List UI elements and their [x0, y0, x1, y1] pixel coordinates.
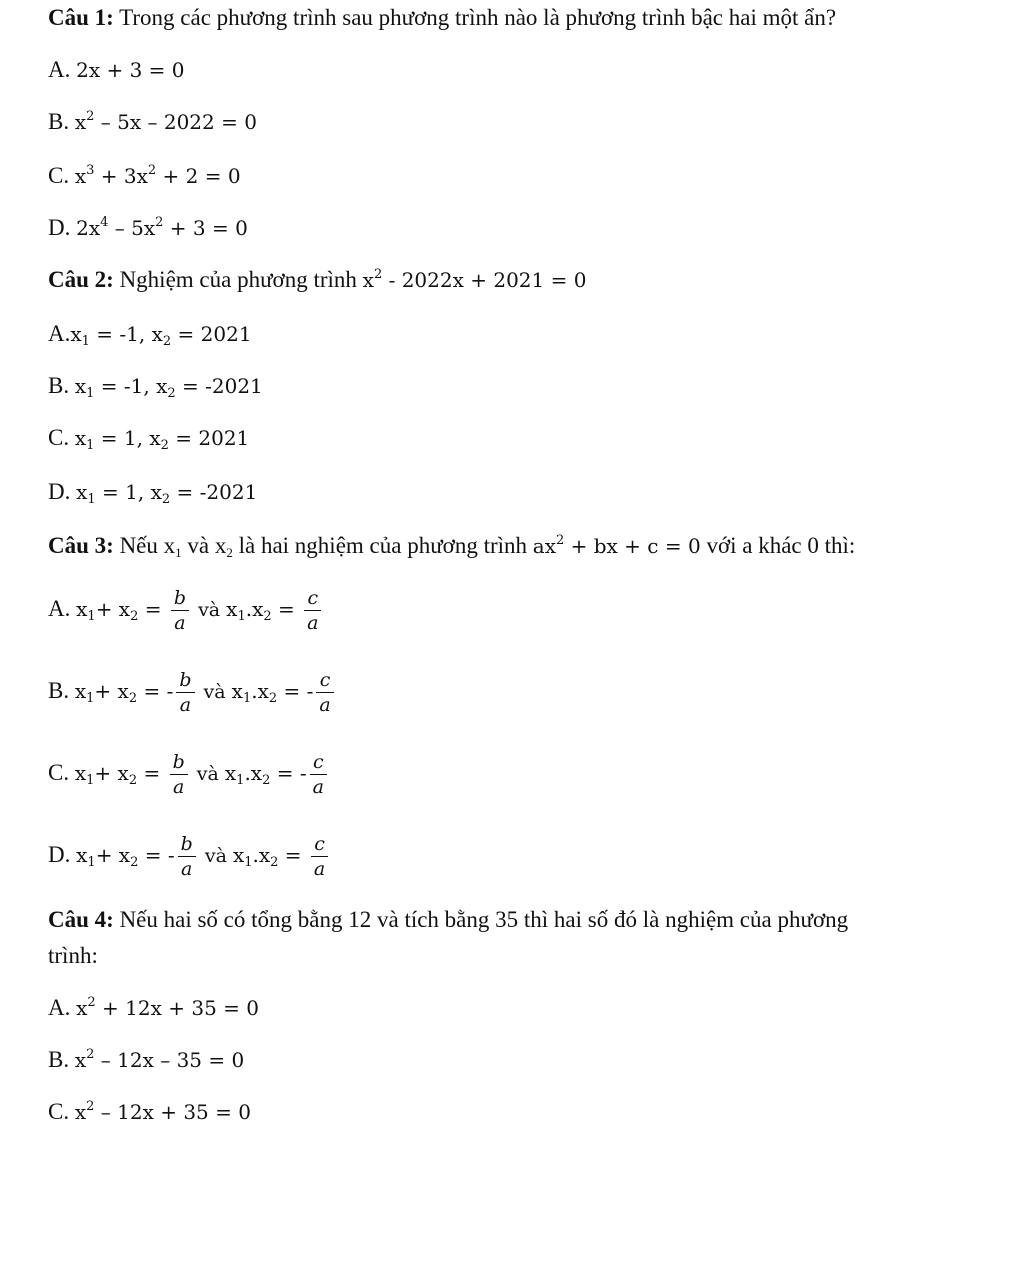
option-equation: $x^2 - 5x - 2022 = 0$ — [74, 109, 257, 134]
option-label: A. — [48, 995, 77, 1020]
q4-heading — [48, 906, 848, 934]
option-label: A. — [48, 596, 77, 621]
q3-equation: $ax^2$ + bx + c = 0 — [532, 533, 701, 558]
q2-option-d — [48, 478, 257, 506]
q3-option-b — [48, 668, 337, 717]
q3-text: Nếu x — [113, 533, 176, 558]
option-label: B. — [48, 678, 75, 703]
fraction: $\frac{b}{a}$ — [170, 750, 188, 799]
option-label: B. — [48, 109, 75, 134]
q4-option-a — [48, 994, 259, 1022]
option-equation: $x^2 - 12x - 35 = 0$ — [74, 1047, 245, 1072]
q1-option-b — [48, 108, 257, 136]
option-label: B. — [48, 1047, 75, 1072]
q3-label: Câu 3: — [48, 533, 114, 558]
q4-option-c — [48, 1098, 251, 1126]
q1-label: Câu 1: — [48, 5, 114, 30]
option-equation: $x_1 = 1$, $x_2 = 2021$ — [74, 426, 250, 453]
q3-heading: Câu 3: Nếu $x_1$ và $x_2$ là hai nghiệm của phương trình $ax^2$ + bx + c = 0 với a khác 0 thì: — [48, 533, 856, 560]
fraction: $\frac{c}{a}$ — [304, 586, 321, 635]
option-equation: $x^2 - 12x + 35 = 0$ — [74, 1099, 251, 1124]
option-label: D. — [48, 842, 77, 867]
option-equation: $x^2 + 12x + 35 = 0$ — [76, 995, 260, 1020]
fraction: $\frac{c}{a}$ — [310, 750, 327, 799]
option-label: B. — [48, 373, 75, 398]
option-label: A. — [48, 57, 77, 82]
q2-option-c — [48, 424, 249, 452]
option-label: D. — [48, 215, 77, 240]
q3-option-a — [48, 586, 324, 635]
q1-heading — [48, 4, 836, 32]
fraction: $\frac{b}{a}$ — [176, 668, 194, 717]
option-label: C. — [48, 1099, 75, 1124]
q2-heading — [48, 266, 586, 294]
q4-option-b — [48, 1046, 244, 1074]
option-label: C. — [48, 425, 75, 450]
option-equation: $x_1+ x_2$ = $\frac{b}{a}$ và $x_1.x_2$ = $\frac{c}{a}$ — [76, 597, 324, 621]
q2-equation: $x^2 - 2022x + 2021 = 0$ — [362, 267, 587, 292]
option-label: A. — [48, 321, 71, 346]
q4-label: Câu 4: — [48, 907, 114, 932]
option-equation: $2x^4 - 5x^2 + 3 = 0$ — [76, 215, 248, 240]
option-label: C. — [48, 760, 75, 785]
q1-option-c — [48, 162, 241, 190]
option-equation: $x_1 = -1$, $x_2 = 2021$ — [70, 322, 252, 349]
option-equation: 2x + 3 = 0 — [76, 58, 185, 82]
fraction: $\frac{b}{a}$ — [171, 586, 189, 635]
q1-option-d — [48, 214, 248, 242]
option-label: C. — [48, 163, 75, 188]
q2-option-a — [48, 320, 252, 348]
option-equation: $x_1+ x_2$ = - $\frac{b}{a}$ và $x_1.x_2$ = $\frac{c}{a}$ — [76, 843, 331, 867]
q4-heading-continued: trình: — [48, 943, 98, 968]
q1-option-a — [48, 56, 185, 84]
option-equation: $x_1 = 1$, $x_2 = -2021$ — [76, 480, 258, 507]
q2-label: Câu 2: — [48, 267, 114, 292]
q2-option-b — [48, 372, 263, 400]
fraction: $\frac{c}{a}$ — [311, 832, 328, 881]
option-equation: $x_1+ x_2$ = - $\frac{b}{a}$ và $x_1.x_2$ = - $\frac{c}{a}$ — [75, 679, 337, 703]
option-label: D. — [48, 479, 77, 504]
q2-text: Nghiệm của phương trình — [113, 267, 363, 292]
q3-option-d — [48, 832, 331, 881]
q3-option-c — [48, 750, 330, 799]
q1-text: Trong các phương trình sau phương trình nào là phương trình bậc hai một ẩn? — [113, 5, 837, 30]
q4-text: Nếu hai số có tổng bằng 12 và tích bằng 35 thì hai số đó là nghiệm của phương — [113, 907, 849, 932]
option-equation: $x_1+ x_2$ = $\frac{b}{a}$ và $x_1.x_2$ = - $\frac{c}{a}$ — [75, 761, 330, 785]
fraction: $\frac{b}{a}$ — [178, 832, 196, 881]
option-equation: $x_1 = -1$, $x_2 = -2021$ — [74, 374, 263, 401]
option-equation: $x^3 + 3x^2 + 2 = 0$ — [74, 163, 241, 188]
fraction: $\frac{c}{a}$ — [316, 668, 333, 717]
